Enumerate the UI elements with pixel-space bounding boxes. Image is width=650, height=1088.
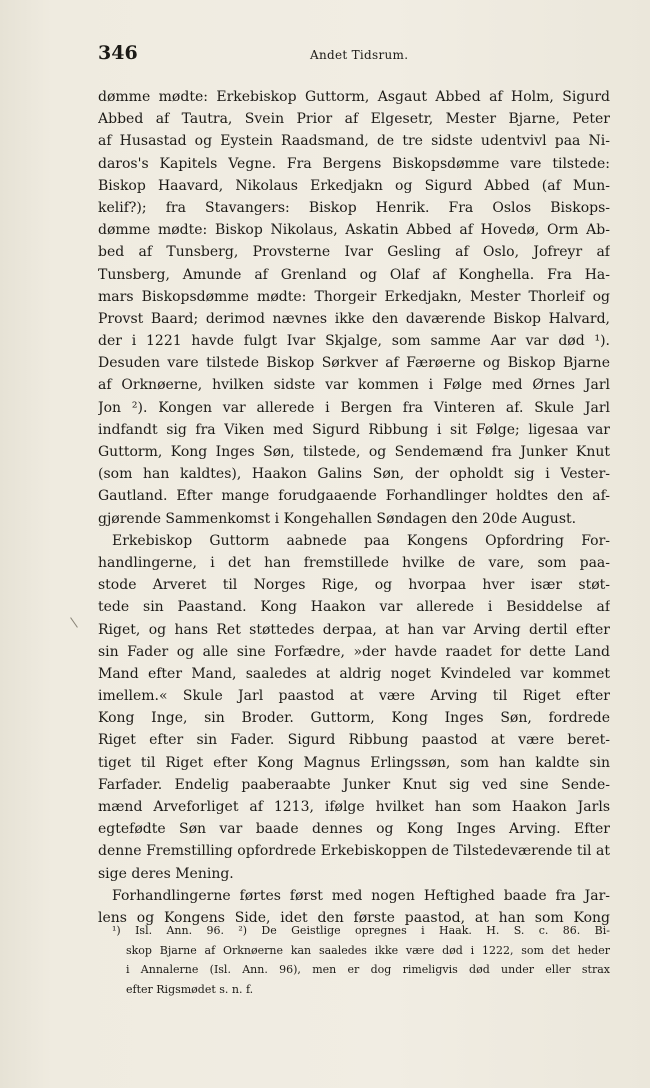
text-line: dømme mødte: Erkebiskop Guttorm, Asgaut Abbed af Holm, Sigurd	[98, 89, 610, 105]
text-line: lens og Kongens Side, idet den første paastod, at han som Kong	[98, 909, 610, 926]
text-line: dømme mødte: Biskop Nikolaus, Askatin Abbed af Hovedø, Orm Ab-	[98, 222, 610, 239]
text-line: Riget efter sin Fader. Sigurd Ribbung paastod at være beret-	[98, 732, 610, 749]
text-line: Kong Inge, sin Broder. Guttorm, Kong Inges Søn, fordrede	[98, 710, 610, 727]
text-line: egtefødte Søn var baade dennes og Kong Inges Arving. Efter	[98, 821, 610, 838]
text-line: Forhandlingerne førtes først med nogen Heftighed baade fra Jar-	[112, 887, 610, 904]
page-number: 346	[98, 42, 138, 64]
text-line: Desuden vare tilstede Biskop Sørkver af Færøerne og Biskop Bjarne	[98, 355, 610, 372]
text-line: Erkebiskop Guttorm aabnede paa Kongens Opfordring For-	[112, 532, 610, 549]
text-line: Biskop Haavard, Nikolaus Erkedjakn og Sigurd Abbed (af Mun-	[98, 177, 610, 194]
text-line: (som han kaldtes), Haakon Galins Søn, der opholdt sig i Vester-	[98, 466, 610, 483]
text-line: tede sin Paastand. Kong Haakon var allerede i Besiddelse af	[98, 599, 610, 616]
footnote-line: efter Rigsmødet s. n. f.	[126, 982, 254, 996]
text-line: stode Arveret til Norges Rige, og hvorpaa hver især støt-	[98, 577, 610, 594]
text-line: denne Fremstilling opfordrede Erkebiskoppen de Tilstedeværende til at	[98, 843, 610, 860]
text-line: imellem.« Skule Jarl paastod at være Arving til Riget efter	[98, 688, 610, 705]
page-header	[98, 42, 610, 72]
text-line: mars Biskopsdømme mødte: Thorgeir Erkedjakn, Mester Thorleif og	[98, 288, 610, 305]
text-line: Tunsberg, Amunde af Grenland og Olaf af Konghella. Fra Ha-	[98, 266, 610, 283]
text-line: af Orknøerne, hvilken sidste var kommen i Følge med Ørnes Jarl	[98, 377, 610, 394]
footnote-line: skop Bjarne af Orknøerne kan saaledes ikke være død i 1222, som det heder	[126, 943, 610, 957]
text-line: af Husastad og Eystein Raadsmand, de tre sidste udentvivl paa Ni-	[98, 133, 610, 150]
text-line: Abbed af Tautra, Svein Prior af Elgesetr, Mester Bjarne, Peter	[98, 111, 610, 128]
text-line: gjørende Sammenkomst i Kongehallen Søndagen den 20de August.	[98, 510, 577, 527]
text-line: der i 1221 havde fulgt Ivar Skjalge, som samme Aar var død ¹).	[98, 333, 610, 350]
text-line: sin Fader og alle sine Forfædre, »der havde raadet for dette Land	[98, 643, 610, 660]
text-line: Farfader. Endelig paaberaabte Junker Knut sig ved sine Sende-	[98, 776, 610, 793]
text-line: daros's Kapitels Vegne. Fra Bergens Biskopsdømme vare tilstede:	[98, 155, 610, 172]
margin-mark	[70, 617, 78, 627]
text-line: tiget til Riget efter Kong Magnus Erlingssøn, som han kaldte sin	[98, 754, 610, 771]
footnotes	[112, 921, 610, 999]
text-line: Gautland. Efter mange forudgaaende Forhandlinger holdtes den af-	[98, 488, 610, 505]
text-line: sige deres Mening.	[98, 865, 234, 882]
text-line: mænd Arveforliget af 1213, ifølge hvilket han som Haakon Jarls	[98, 799, 610, 815]
text-line: indfandt sig fra Viken med Sigurd Ribbung i sit Følge; ligesaa var	[98, 421, 610, 438]
body-text	[98, 86, 610, 929]
text-line: bed af Tunsberg, Provsterne Ivar Gesling af Oslo, Jofreyr af	[98, 244, 610, 261]
text-line: kelif?); fra Stavangers: Biskop Henrik. Fra Oslos Biskops-	[98, 199, 610, 216]
footnote-line: i Annalerne (Isl. Ann. 96), men er dog rimeligvis død under eller strax	[126, 963, 610, 976]
text-line: Guttorm, Kong Inges Søn, tilstede, og Sendemænd fra Junker Knut	[98, 444, 610, 460]
text-line: Provst Baard; derimod nævnes ikke den daværende Biskop Halvard,	[98, 310, 610, 327]
text-line: Mand efter Mand, saaledes at aldrig noget Kvindeled var kommet	[98, 665, 610, 682]
text-line: handlingerne, i det han fremstillede hvilke de vare, som paa-	[98, 554, 610, 571]
text-line: Jon ²). Kongen var allerede i Bergen fra Vinteren af. Skule Jarl	[98, 399, 610, 416]
running-title: Andet Tidsrum.	[310, 48, 409, 62]
text-line: Riget, og hans Ret støttedes derpaa, at han var Arving dertil efter	[98, 621, 610, 638]
footnote-line: ¹) Isl. Ann. 96. ²) De Geistlige opregnes i Haak. H. S. c. 86. Bi-	[112, 924, 610, 937]
